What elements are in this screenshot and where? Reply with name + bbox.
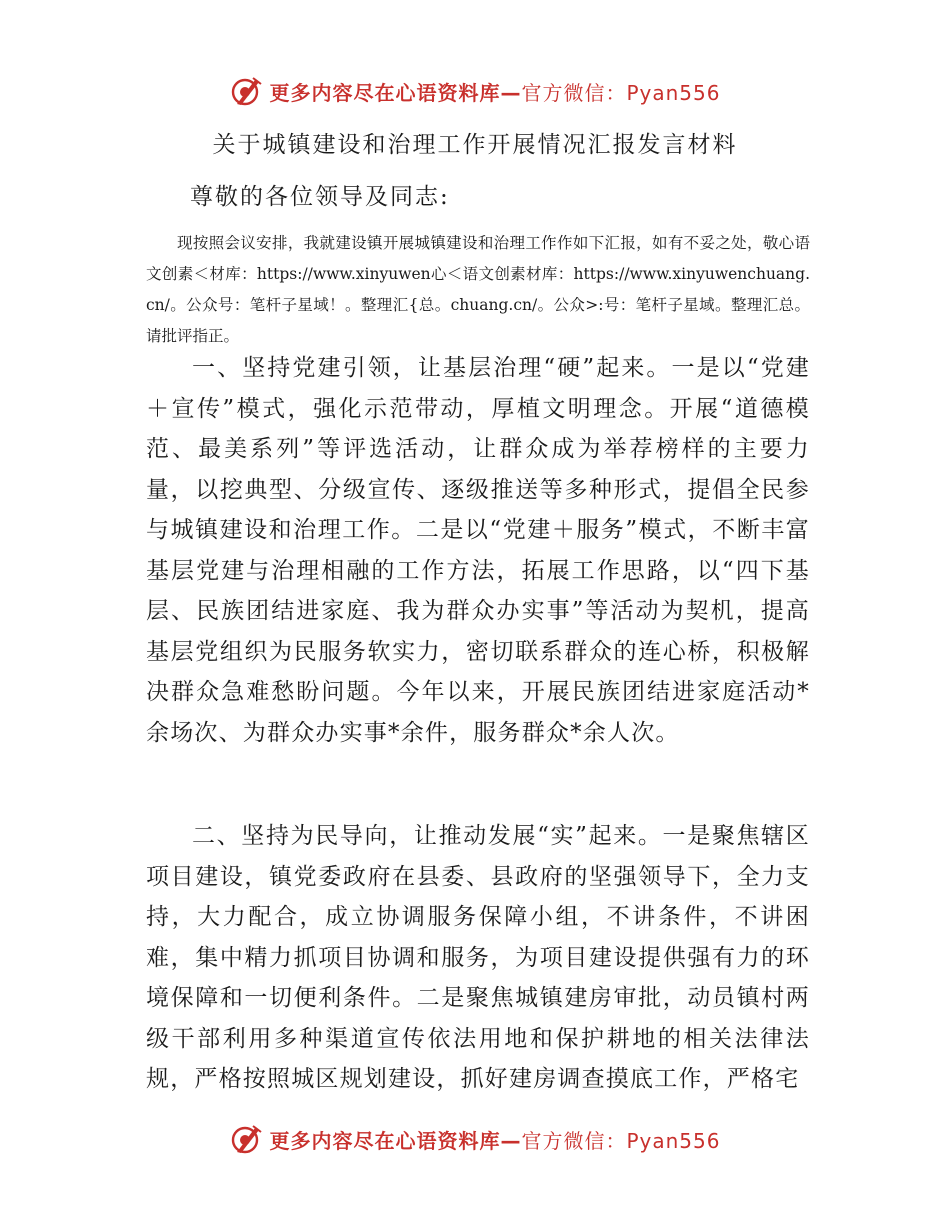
- quill-logo-icon: [229, 1122, 263, 1156]
- banner-dash: —: [500, 80, 522, 105]
- document-title: 关于城镇建设和治理工作开展情况汇报发言材料: [212, 132, 738, 158]
- body-paragraph-1: 一、坚持党建引领，让基层治理“硬”起来。一是以“党建＋宣传”模式，强化示范带动，厚植文明理念。开展“道德模范、最美系列”等评选活动，让群众成为举荐榜样的主要力量，以挖典型、分级宣传、逐级推送等多种形式，提倡全民参与城镇建设和治理工作。二是以“党建＋服务”模式，不断丰富基层党建与治理相融的工作方法，拓展工作思路，以“四下基层、民族团结进家庭、我为群众办实事”等活动为契机，提高基层党组织为民服务软实力，密切联系群众的连心桥，积极解决群众急难愁盼问题。今年以来，开展民族团结进家庭活动*余场次、为群众办实事*余件，服务群众*余人次。: [146, 355, 810, 746]
- intro-paragraph: 现按照会议安排，我就建设镇开展城镇建设和治理工作作如下汇报，如有不妥之处，敬心语文创素＜材库：https://www.xinyuwen心＜语文创素材库：https://www.xinyuwenchuang.cn/。公众号：笔杆子星域！。整理汇{总。chuang.cn/。公众>:号：笔杆子星域。整理汇总。请批评指正。: [146, 234, 810, 345]
- header-banner: [0, 74, 950, 108]
- banner-main-text: 更多内容尽在心语资料库: [269, 80, 501, 105]
- body-paragraph-2: 二、坚持为民导向，让推动发展“实”起来。一是聚焦辖区项目建设，镇党委政府在县委、县政府的坚强领导下，全力支持，大力配合，成立协调服务保障小组，不讲条件，不讲困难，集中精力抓项目协调和服务，为项目建设提供强有力的环境保障和一切便利条件。二是聚焦城镇建房审批，动员镇村两级干部利用多种渠道宣传依法用地和保护耕地的相关法律法规，严格按照城区规划建设，抓好建房调查摸底工作，严格宅: [146, 823, 810, 1092]
- salutation: 尊敬的各位领导及同志:: [190, 184, 450, 210]
- banner-text: [269, 1125, 720, 1154]
- banner-text: [269, 77, 720, 106]
- quill-logo-icon: [229, 74, 263, 108]
- footer-banner: [0, 1122, 950, 1156]
- banner-dash: —: [500, 1128, 522, 1153]
- banner-wechat-text: 官方微信：Pyan556: [521, 1128, 721, 1153]
- banner-main-text: 更多内容尽在心语资料库: [269, 1128, 501, 1153]
- banner-wechat-text: 官方微信：Pyan556: [521, 80, 721, 105]
